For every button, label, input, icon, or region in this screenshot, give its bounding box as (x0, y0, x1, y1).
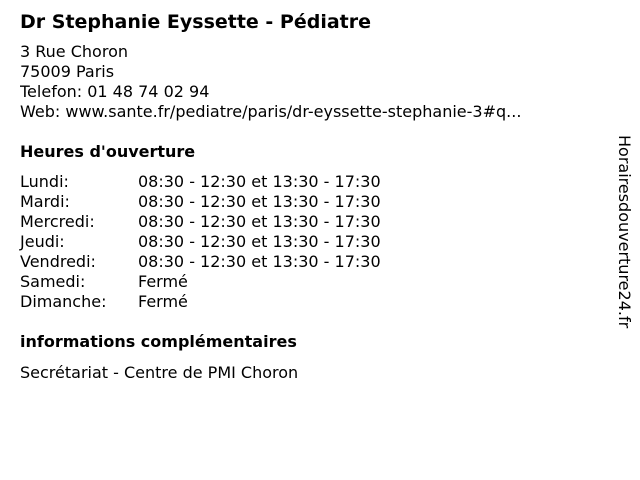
hours-day: Samedi: (20, 272, 86, 291)
page-title: Dr Stephanie Eyssette - Pédiatre (20, 11, 372, 33)
hours-row-saturday (20, 272, 600, 292)
contact-block (20, 42, 600, 122)
hours-row-tuesday (20, 192, 600, 212)
hours-row-sunday (20, 292, 600, 312)
hours-time: 08:30 - 12:30 et 13:30 - 17:30 (138, 192, 381, 211)
hours-heading: Heures d'ouverture (20, 142, 196, 161)
phone-number[interactable]: Telefon: 01 48 74 02 94 (20, 82, 210, 101)
hours-day: Mercredi: (20, 212, 95, 231)
hours-row-monday (20, 172, 600, 192)
hours-day: Mardi: (20, 192, 70, 211)
hours-row-friday (20, 252, 600, 272)
website-label: Web: (20, 102, 66, 121)
site-watermark: Horairesdouverture24.fr (615, 135, 634, 329)
hours-time: Fermé (138, 272, 188, 291)
info-text: Secrétariat - Centre de PMI Choron (20, 363, 299, 382)
hours-time: 08:30 - 12:30 et 13:30 - 17:30 (138, 252, 381, 271)
hours-day: Jeudi: (20, 232, 65, 251)
hours-time: Fermé (138, 292, 188, 311)
hours-time: 08:30 - 12:30 et 13:30 - 17:30 (138, 232, 381, 251)
hours-time: 08:30 - 12:30 et 13:30 - 17:30 (138, 172, 381, 191)
website-row (20, 102, 600, 122)
hours-day: Dimanche: (20, 292, 107, 311)
website-link[interactable]: www.sante.fr/pediatre/paris/dr-eyssette-stephanie-3#q... (65, 102, 522, 121)
info-heading: informations complémentaires (20, 332, 297, 351)
hours-day: Lundi: (20, 172, 69, 191)
street-address: 3 Rue Choron (20, 42, 128, 61)
hours-day: Vendredi: (20, 252, 96, 271)
listing-card (20, 10, 600, 383)
city-postcode: 75009 Paris (20, 62, 115, 81)
hours-time: 08:30 - 12:30 et 13:30 - 17:30 (138, 212, 381, 231)
hours-row-thursday (20, 232, 600, 252)
hours-row-wednesday (20, 212, 600, 232)
hours-table (20, 172, 600, 312)
